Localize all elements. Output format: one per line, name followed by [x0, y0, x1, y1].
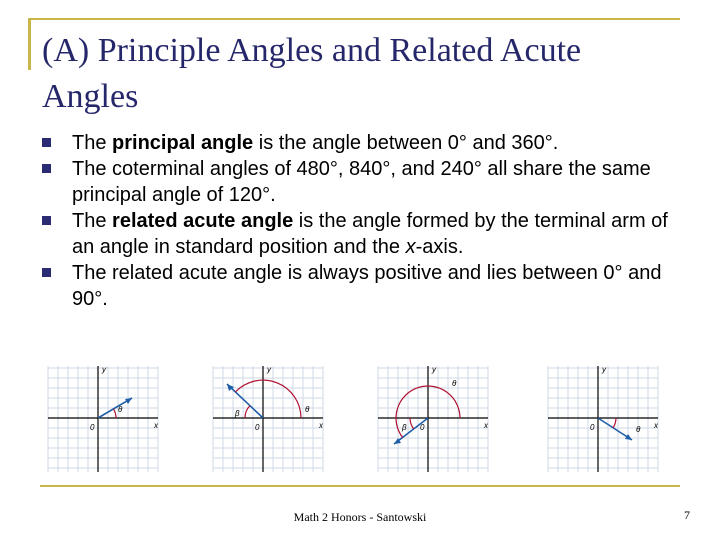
beta-label: β — [235, 409, 240, 418]
bullet-square-icon — [42, 164, 51, 173]
bullet-item-related-acute: The related acute angle is the angle formed by the terminal arm of an angle in standard position and the x-axis. — [40, 208, 680, 260]
bullet-item-coterminal: The coterminal angles of 480°, 840°, and 240° all share the same principal angle of 120°. — [40, 156, 680, 208]
quadrant-4-diagram — [540, 360, 666, 476]
footer-rule — [40, 485, 680, 487]
figure-quadrant-1 — [40, 360, 166, 476]
bullet-item-principal: The principal angle is the angle between 0° and 360°. — [40, 130, 680, 156]
term-related-acute-angle: related acute angle — [112, 210, 294, 232]
theta-label: θ — [305, 405, 310, 414]
bullet-item-always-positive: The related acute angle is always positive and lies between 0° and 90°. — [40, 260, 680, 312]
theta-label: θ — [452, 379, 457, 388]
beta-label: β — [402, 423, 407, 432]
origin-label: 0 — [255, 423, 260, 432]
figure-quadrant-2 — [205, 360, 331, 476]
quadrant-1-diagram — [40, 360, 166, 476]
y-axis-label: y — [432, 365, 436, 374]
bullet-square-icon — [42, 138, 51, 147]
x-axis-label: x — [484, 421, 488, 430]
footer-text: Math 2 Honors - Santowski — [293, 510, 427, 524]
y-axis-label: y — [102, 365, 106, 374]
angle-figures — [40, 360, 680, 478]
bullet-square-icon — [42, 216, 51, 225]
figure-quadrant-4 — [540, 360, 666, 476]
x-axis-label: x — [154, 421, 158, 430]
x-axis-label: x — [654, 421, 658, 430]
quadrant-2-diagram — [205, 360, 331, 476]
slide-title: (A) Principle Angles and Related Acute Angles — [42, 32, 582, 115]
origin-label: 0 — [590, 423, 595, 432]
term-principal-angle: principal angle — [112, 132, 254, 154]
title-frame-top — [28, 18, 680, 20]
figure-quadrant-3 — [370, 360, 496, 476]
bullet-square-icon — [42, 268, 51, 277]
origin-label: 0 — [420, 423, 425, 432]
quadrant-3-diagram — [370, 360, 496, 476]
theta-label: θ — [118, 405, 123, 414]
theta-label: θ — [636, 425, 641, 434]
title-frame-left — [28, 18, 31, 70]
x-axis-label: x — [319, 421, 323, 430]
page-number: 7 — [684, 508, 690, 522]
origin-label: 0 — [90, 423, 95, 432]
y-axis-label: y — [267, 365, 271, 374]
bullet-list — [40, 130, 680, 312]
y-axis-label: y — [602, 365, 606, 374]
